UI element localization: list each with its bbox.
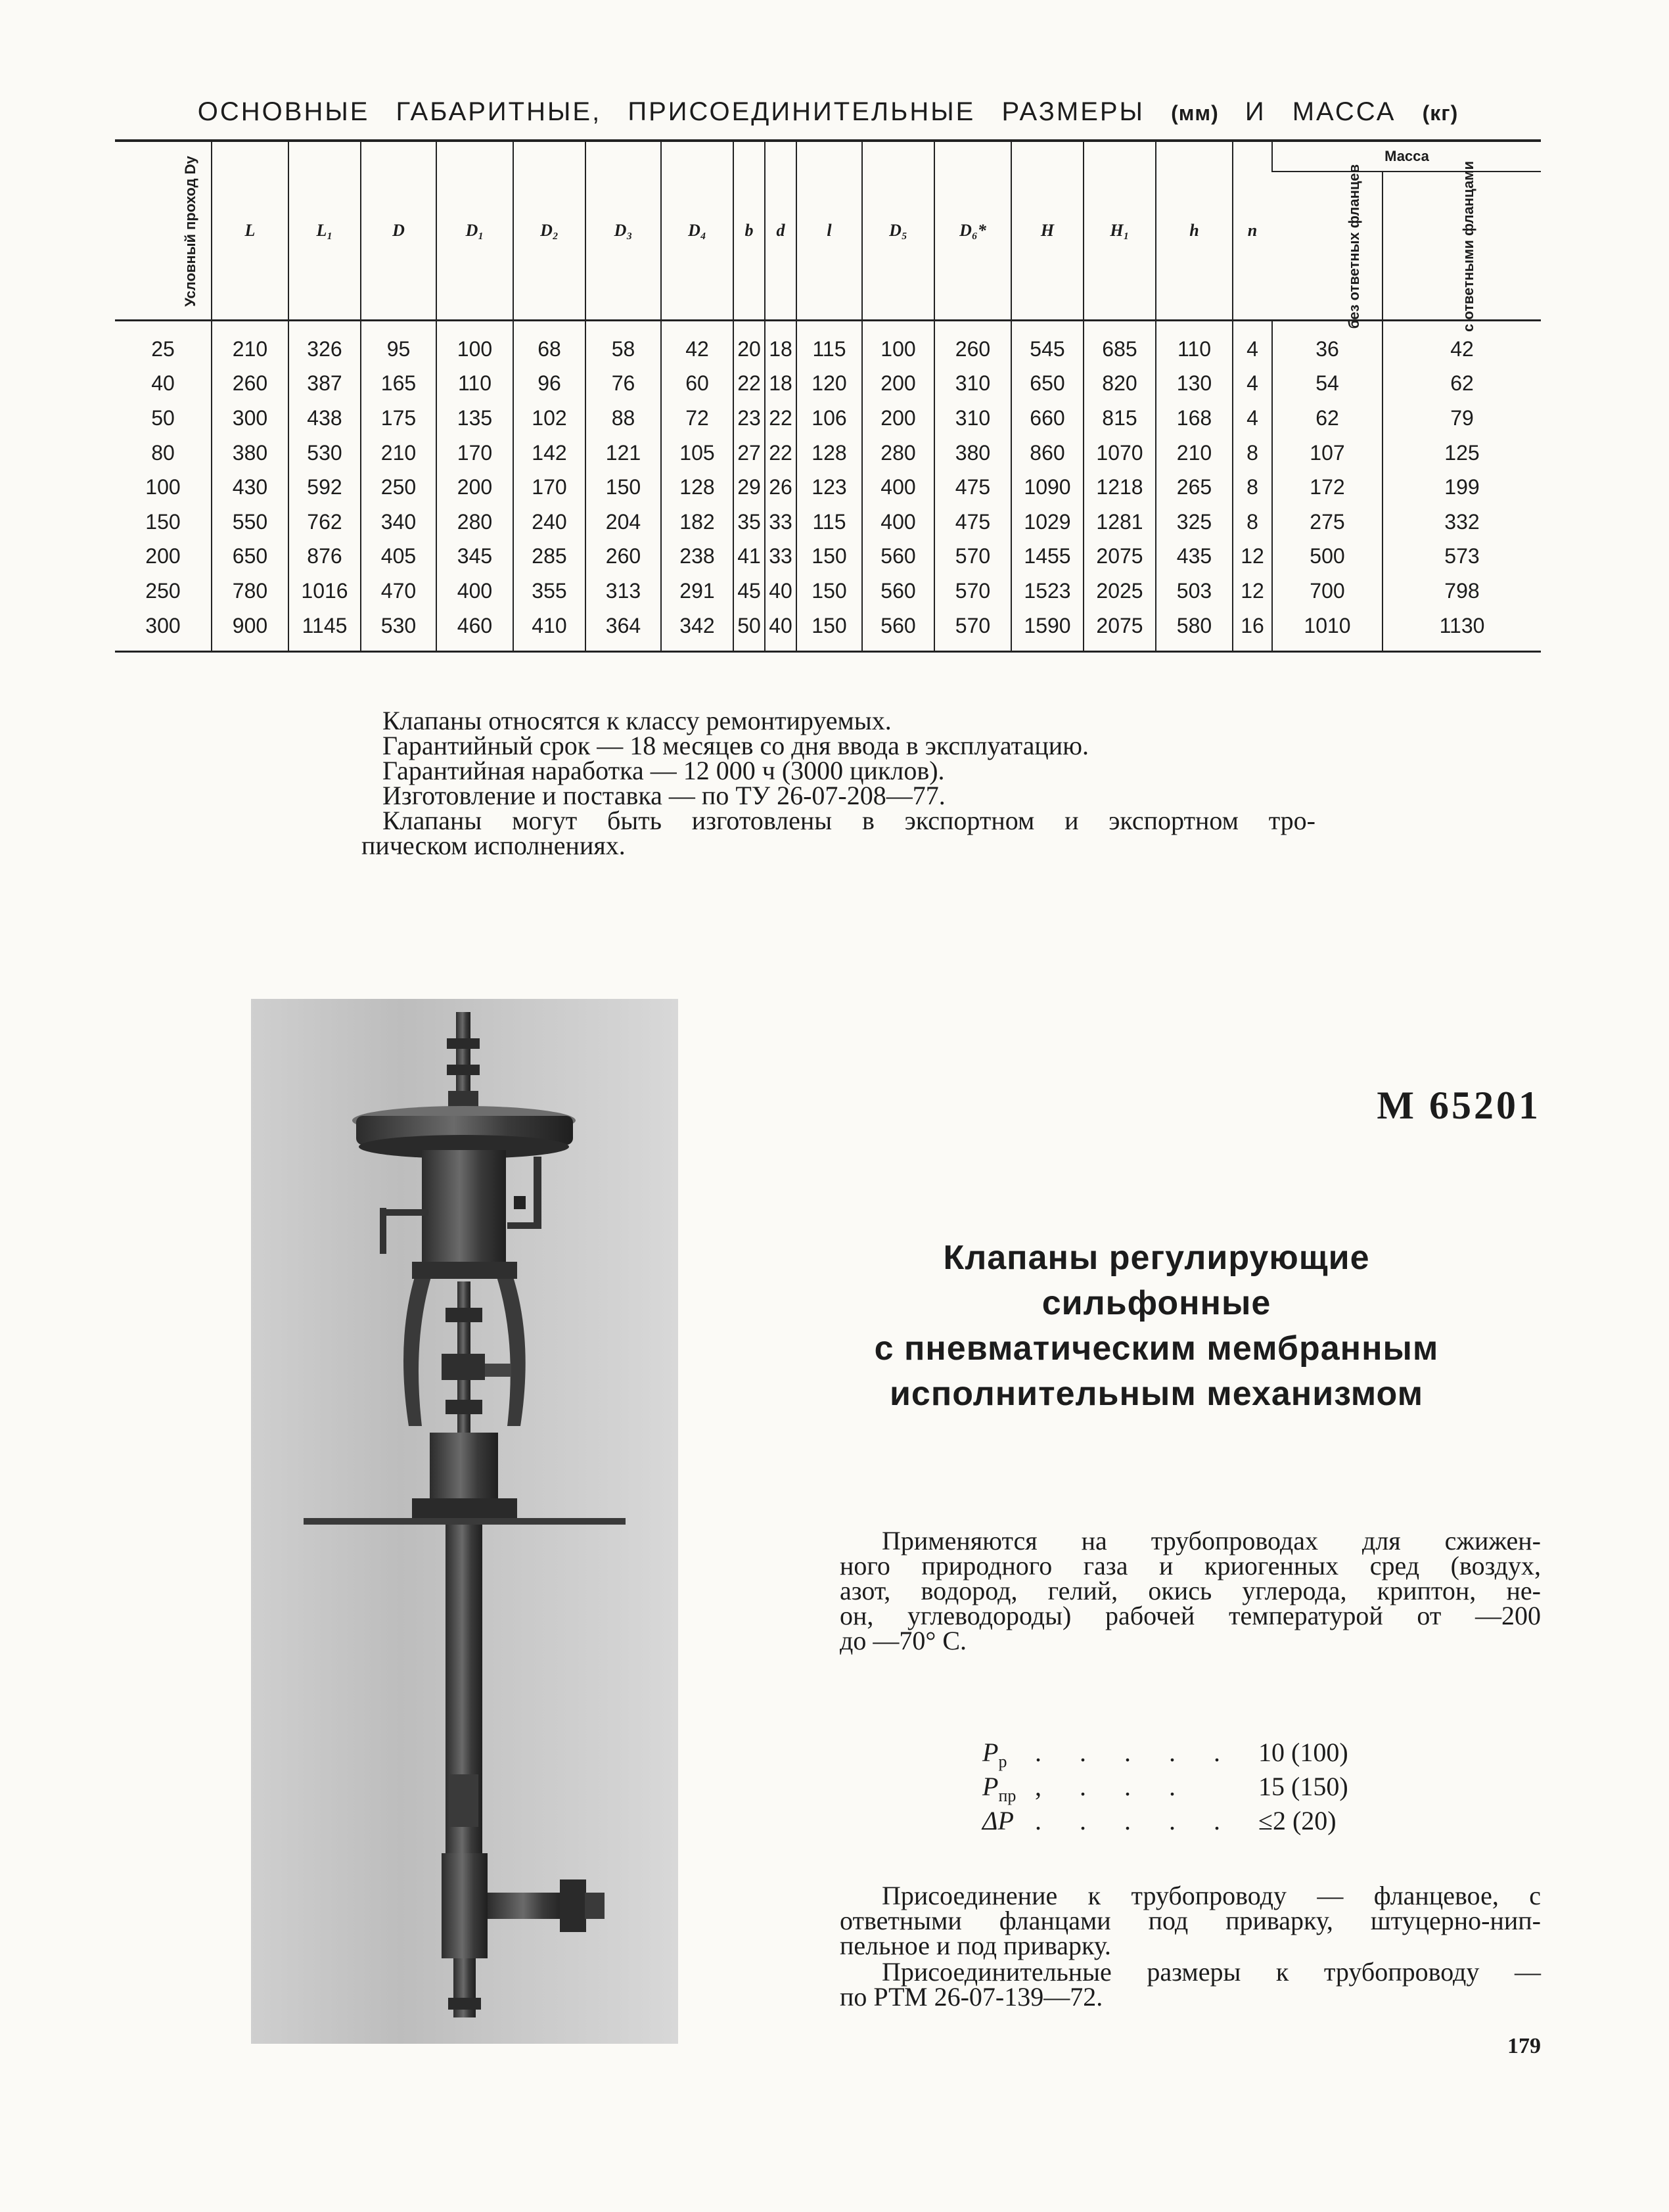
table-cell: 405 bbox=[361, 540, 436, 574]
table-cell: 60 bbox=[661, 367, 733, 402]
table-cell: 100 bbox=[436, 321, 513, 367]
table-cell: 400 bbox=[862, 505, 934, 540]
table-cell: 72 bbox=[661, 401, 733, 436]
table-cell: 876 bbox=[288, 540, 361, 574]
table-cell: 22 bbox=[765, 401, 796, 436]
table-cell: 280 bbox=[862, 436, 934, 471]
table-cell: 88 bbox=[585, 401, 661, 436]
table-cell: 62 bbox=[1383, 367, 1541, 402]
table-row bbox=[115, 321, 1541, 367]
table-row bbox=[115, 470, 1541, 505]
table-cell: 4 bbox=[1233, 321, 1272, 367]
table-cell: 95 bbox=[361, 321, 436, 367]
table-cell: 762 bbox=[288, 505, 361, 540]
table-cell: 285 bbox=[513, 540, 585, 574]
table-cell: 380 bbox=[934, 436, 1011, 471]
table-cell: 355 bbox=[513, 574, 585, 609]
note-line: Изготовление и поставка — по ТУ 26-07-208—77. bbox=[382, 781, 946, 810]
table-cell: 102 bbox=[513, 401, 585, 436]
table-cell: 326 bbox=[288, 321, 361, 367]
table-cell: 100 bbox=[862, 321, 934, 367]
table-cell: 260 bbox=[585, 540, 661, 574]
table-cell: 387 bbox=[288, 367, 361, 402]
caption-text: ОСНОВНЫЕ ГАБАРИТНЫЕ, ПРИСОЕДИНИТЕЛЬНЫЕ РАЗМЕРЫ bbox=[197, 97, 1145, 126]
table-cell: 125 bbox=[1383, 436, 1541, 471]
table-cell: 815 bbox=[1084, 401, 1156, 436]
table-cell: 42 bbox=[1383, 321, 1541, 367]
table-cell: 650 bbox=[212, 540, 288, 574]
table-cell: 1016 bbox=[288, 574, 361, 609]
table-cell: 150 bbox=[796, 574, 862, 609]
table-cell: 200 bbox=[862, 367, 934, 402]
table-cell: 40 bbox=[765, 609, 796, 652]
table-cell: 76 bbox=[585, 367, 661, 402]
table-row bbox=[115, 574, 1541, 609]
header-col: D bbox=[361, 141, 436, 321]
table-cell: 40 bbox=[765, 574, 796, 609]
table-cell: 798 bbox=[1383, 574, 1541, 609]
table-cell: 41 bbox=[733, 540, 765, 574]
parameter-row bbox=[982, 1774, 1416, 1809]
table-cell: 54 bbox=[1272, 367, 1383, 402]
table-cell: 27 bbox=[733, 436, 765, 471]
cell-nominal-diameter: 80 bbox=[151, 440, 175, 465]
text-line: ответными фланцами под приварку, штуцерно-нип- bbox=[840, 1906, 1541, 1935]
table-cell: 573 bbox=[1383, 540, 1541, 574]
table-caption bbox=[118, 97, 1538, 127]
table-cell: 340 bbox=[361, 505, 436, 540]
text-line: Применяются на трубопроводах для сжижен- bbox=[882, 1526, 1541, 1555]
valve-illustration bbox=[251, 999, 678, 2044]
table-cell: 135 bbox=[436, 401, 513, 436]
caption-unit-kg: (кг) bbox=[1422, 101, 1459, 125]
table-cell: 2075 bbox=[1084, 540, 1156, 574]
table-cell: 470 bbox=[361, 574, 436, 609]
text-line: Присоединительные размеры к трубопроводу — bbox=[882, 1957, 1541, 1987]
table-cell: 105 bbox=[661, 436, 733, 471]
table-cell: 238 bbox=[661, 540, 733, 574]
dimensions-table bbox=[115, 139, 1541, 653]
table-cell: 435 bbox=[1156, 540, 1233, 574]
table-cell: 570 bbox=[934, 609, 1011, 652]
table-cell: 8 bbox=[1233, 470, 1272, 505]
table-cell: 660 bbox=[1011, 401, 1084, 436]
parameter-symbol-subscript: пр bbox=[998, 1786, 1017, 1805]
header-col: b bbox=[733, 141, 765, 321]
table-cell: 260 bbox=[934, 321, 1011, 367]
header-col: d bbox=[765, 141, 796, 321]
title-line: Клапаны регулирующие bbox=[943, 1239, 1370, 1277]
table-cell: 400 bbox=[436, 574, 513, 609]
table-cell: 460 bbox=[436, 609, 513, 652]
leader-dots: . . . . . bbox=[1035, 1738, 1236, 1767]
text-line: он, углеводороды) рабочей температурой от —200 bbox=[840, 1601, 1541, 1630]
table-cell: 342 bbox=[661, 609, 733, 652]
table-cell: 128 bbox=[796, 436, 862, 471]
title-line: исполнительным механизмом bbox=[889, 1375, 1424, 1413]
table-row bbox=[115, 367, 1541, 402]
table-cell: 1281 bbox=[1084, 505, 1156, 540]
table-cell: 22 bbox=[765, 436, 796, 471]
table-cell: 503 bbox=[1156, 574, 1233, 609]
header-col: D₂ bbox=[513, 141, 585, 321]
page-number: 179 bbox=[1507, 2034, 1541, 2058]
table-cell: 36 bbox=[1272, 321, 1383, 367]
parameters-list bbox=[982, 1740, 1416, 1843]
table-cell: 280 bbox=[436, 505, 513, 540]
table-cell: 2025 bbox=[1084, 574, 1156, 609]
table-cell: 123 bbox=[796, 470, 862, 505]
table-cell: 142 bbox=[513, 436, 585, 471]
table-cell: 700 bbox=[1272, 574, 1383, 609]
table-cell: 240 bbox=[513, 505, 585, 540]
table-cell: 107 bbox=[1272, 436, 1383, 471]
table-cell: 26 bbox=[765, 470, 796, 505]
header-col: D₅ bbox=[862, 141, 934, 321]
header-col: n bbox=[1233, 141, 1272, 321]
header-col: D₁ bbox=[436, 141, 513, 321]
table-cell: 530 bbox=[288, 436, 361, 471]
header-col: L bbox=[212, 141, 288, 321]
header-mass: Масса bbox=[1272, 141, 1541, 172]
table-cell: 530 bbox=[361, 609, 436, 652]
note-line: Клапаны могут быть изготовлены в экспортном и экспортном тро- bbox=[382, 806, 1315, 835]
table-body bbox=[115, 321, 1541, 652]
table-cell: 168 bbox=[1156, 401, 1233, 436]
table-cell: 410 bbox=[513, 609, 585, 652]
cell-nominal-diameter: 150 bbox=[145, 509, 181, 534]
header-col: H bbox=[1011, 141, 1084, 321]
table-cell: 29 bbox=[733, 470, 765, 505]
table-cell: 260 bbox=[212, 367, 288, 402]
table-cell: 310 bbox=[934, 367, 1011, 402]
table-cell: 1090 bbox=[1011, 470, 1084, 505]
table-cell: 8 bbox=[1233, 505, 1272, 540]
table-cell: 1010 bbox=[1272, 609, 1383, 652]
table-cell: 172 bbox=[1272, 470, 1383, 505]
table-cell: 12 bbox=[1233, 540, 1272, 574]
cell-nominal-diameter: 300 bbox=[115, 609, 212, 652]
table-cell: 430 bbox=[212, 470, 288, 505]
notes-block bbox=[361, 706, 1315, 860]
table-cell: 780 bbox=[212, 574, 288, 609]
cell-nominal-diameter: 100 bbox=[145, 475, 181, 499]
connection-paragraph bbox=[840, 1883, 1541, 1958]
leader-dots: , . . . bbox=[1035, 1772, 1191, 1801]
table-cell: 313 bbox=[585, 574, 661, 609]
cell-nominal-diameter: 50 bbox=[151, 405, 175, 430]
header-col: D₃ bbox=[585, 141, 661, 321]
table-cell: 475 bbox=[934, 470, 1011, 505]
parameter-symbol-letter: P bbox=[982, 1738, 999, 1767]
product-title bbox=[789, 1235, 1524, 1417]
parameter-value: ≤2 (20) bbox=[1258, 1806, 1337, 1835]
table-cell: 2075 bbox=[1084, 609, 1156, 652]
table-cell: 291 bbox=[661, 574, 733, 609]
header-mass-without-flanges: без ответных фланцев bbox=[1272, 172, 1383, 320]
table-cell: 210 bbox=[361, 436, 436, 471]
table-cell: 1523 bbox=[1011, 574, 1084, 609]
text-line: по РТМ 26-07-139—72. bbox=[840, 1982, 1103, 2012]
table-cell: 210 bbox=[212, 321, 288, 367]
table-cell: 4 bbox=[1233, 367, 1272, 402]
table-cell: 110 bbox=[436, 367, 513, 402]
parameter-row bbox=[982, 1806, 1416, 1843]
table-cell: 42 bbox=[661, 321, 733, 367]
table-cell: 310 bbox=[934, 401, 1011, 436]
table-cell: 45 bbox=[733, 574, 765, 609]
header-col: h bbox=[1156, 141, 1233, 321]
table-cell: 204 bbox=[585, 505, 661, 540]
table-row bbox=[115, 609, 1541, 652]
table-cell: 1145 bbox=[288, 609, 361, 652]
valve-photo bbox=[251, 999, 678, 2044]
table-cell: 170 bbox=[513, 470, 585, 505]
parameter-symbol bbox=[982, 1806, 1035, 1843]
text-line: Присоединение к трубопроводу — фланцевое, с bbox=[882, 1881, 1541, 1910]
table-cell: 20 bbox=[733, 321, 765, 367]
table-cell: 400 bbox=[862, 470, 934, 505]
header-col: L₁ bbox=[288, 141, 361, 321]
table-cell: 4 bbox=[1233, 401, 1272, 436]
table-cell: 475 bbox=[934, 505, 1011, 540]
table-cell: 1029 bbox=[1011, 505, 1084, 540]
cell-nominal-diameter: 250 bbox=[145, 578, 181, 603]
parameter-symbol bbox=[982, 1740, 1035, 1774]
cell-nominal-diameter: 40 bbox=[151, 371, 175, 396]
title-line: с пневматическим мембранным bbox=[874, 1329, 1439, 1368]
table-cell: 115 bbox=[796, 321, 862, 367]
table-cell: 592 bbox=[288, 470, 361, 505]
table-cell: 860 bbox=[1011, 436, 1084, 471]
table-cell: 33 bbox=[765, 540, 796, 574]
table-cell: 62 bbox=[1272, 401, 1383, 436]
table-cell: 300 bbox=[212, 401, 288, 436]
leader-dots: . . . . . bbox=[1035, 1806, 1236, 1835]
table-cell: 820 bbox=[1084, 367, 1156, 402]
connection-dims-paragraph bbox=[840, 1957, 1541, 2012]
parameter-value: 15 (150) bbox=[1258, 1772, 1348, 1801]
note-line: Гарантийная наработка — 12 000 ч (3000 циклов). bbox=[382, 756, 945, 785]
note-line: Клапаны относятся к классу ремонтируемых. bbox=[382, 706, 892, 735]
table-cell: 16 bbox=[1233, 609, 1272, 652]
table-cell: 35 bbox=[733, 505, 765, 540]
table-row bbox=[115, 540, 1541, 574]
table-cell: 250 bbox=[361, 470, 436, 505]
table-cell: 200 bbox=[436, 470, 513, 505]
table-cell: 570 bbox=[934, 574, 1011, 609]
table-cell: 364 bbox=[585, 609, 661, 652]
table-cell: 210 bbox=[1156, 436, 1233, 471]
table-cell: 332 bbox=[1383, 505, 1541, 540]
table-cell: 130 bbox=[1156, 367, 1233, 402]
table-cell: 325 bbox=[1156, 505, 1233, 540]
table-cell: 18 bbox=[765, 367, 796, 402]
table-cell: 58 bbox=[585, 321, 661, 367]
table-cell: 1070 bbox=[1084, 436, 1156, 471]
table-cell: 121 bbox=[585, 436, 661, 471]
header-nominal-diameter: Условный проход Dу bbox=[115, 141, 212, 321]
table-cell: 685 bbox=[1084, 321, 1156, 367]
cell-nominal-diameter: 25 bbox=[151, 336, 175, 361]
table-row bbox=[115, 401, 1541, 436]
table-cell: 560 bbox=[862, 574, 934, 609]
table-cell: 265 bbox=[1156, 470, 1233, 505]
dimensions-table-wrapper bbox=[115, 139, 1541, 653]
header-col: l bbox=[796, 141, 862, 321]
parameter-symbol-letter: ΔP bbox=[982, 1806, 1014, 1835]
table-cell: 120 bbox=[796, 367, 862, 402]
parameter-symbol bbox=[982, 1774, 1035, 1809]
header-col: D₄ bbox=[661, 141, 733, 321]
header-col: H₁ bbox=[1084, 141, 1156, 321]
note-line: Гарантийный срок — 18 месяцев со дня ввода в эксплуатацию. bbox=[382, 731, 1089, 760]
table-cell: 50 bbox=[733, 609, 765, 652]
table-cell: 550 bbox=[212, 505, 288, 540]
table-cell: 1455 bbox=[1011, 540, 1084, 574]
table-cell: 1130 bbox=[1383, 609, 1541, 652]
table-cell: 165 bbox=[361, 367, 436, 402]
table-cell: 560 bbox=[862, 609, 934, 652]
header-mass-with-flanges: с ответными фланцами bbox=[1383, 172, 1541, 320]
table-cell: 650 bbox=[1011, 367, 1084, 402]
table-cell: 1590 bbox=[1011, 609, 1084, 652]
table-row bbox=[115, 436, 1541, 471]
parameter-symbol-letter: P bbox=[982, 1772, 999, 1801]
table-cell: 8 bbox=[1233, 436, 1272, 471]
table-cell: 79 bbox=[1383, 401, 1541, 436]
table-cell: 199 bbox=[1383, 470, 1541, 505]
table-cell: 96 bbox=[513, 367, 585, 402]
caption-unit-mm: (мм) bbox=[1171, 101, 1219, 125]
table-cell: 560 bbox=[862, 540, 934, 574]
table-cell: 1218 bbox=[1084, 470, 1156, 505]
table-cell: 900 bbox=[212, 609, 288, 652]
table-row bbox=[115, 505, 1541, 540]
table-cell: 438 bbox=[288, 401, 361, 436]
caption-and-mass: И МАССА bbox=[1245, 97, 1396, 126]
table-cell: 33 bbox=[765, 505, 796, 540]
table-cell: 12 bbox=[1233, 574, 1272, 609]
table-cell: 345 bbox=[436, 540, 513, 574]
table-cell: 23 bbox=[733, 401, 765, 436]
text-line: азот, водород, гелий, окись углерода, криптон, не- bbox=[840, 1576, 1541, 1605]
table-cell: 570 bbox=[934, 540, 1011, 574]
text-line: до —70° С. bbox=[840, 1626, 967, 1655]
table-cell: 200 bbox=[862, 401, 934, 436]
table-cell: 170 bbox=[436, 436, 513, 471]
table-cell: 275 bbox=[1272, 505, 1383, 540]
parameter-symbol-subscript: р bbox=[998, 1752, 1007, 1771]
note-line: пическом исполнениях. bbox=[361, 831, 626, 860]
application-paragraph bbox=[840, 1526, 1541, 1655]
header-col: D₆* bbox=[934, 141, 1011, 321]
table-cell: 580 bbox=[1156, 609, 1233, 652]
table-cell: 150 bbox=[585, 470, 661, 505]
text-line: ного природного газа и криогенных сред (воздух, bbox=[840, 1551, 1541, 1580]
cell-nominal-diameter: 200 bbox=[145, 544, 181, 568]
table-cell: 18 bbox=[765, 321, 796, 367]
table-cell: 106 bbox=[796, 401, 862, 436]
text-line: пельное и под приварку. bbox=[840, 1931, 1111, 1960]
title-line: сильфонные bbox=[1041, 1284, 1271, 1322]
model-number: М 65201 bbox=[1377, 1084, 1541, 1127]
table-cell: 110 bbox=[1156, 321, 1233, 367]
table-cell: 22 bbox=[733, 367, 765, 402]
table-cell: 380 bbox=[212, 436, 288, 471]
parameter-row bbox=[982, 1740, 1416, 1774]
table-cell: 115 bbox=[796, 505, 862, 540]
table-cell: 182 bbox=[661, 505, 733, 540]
table-cell: 150 bbox=[796, 540, 862, 574]
table-cell: 128 bbox=[661, 470, 733, 505]
table-cell: 150 bbox=[796, 609, 862, 652]
table-cell: 175 bbox=[361, 401, 436, 436]
table-cell: 500 bbox=[1272, 540, 1383, 574]
table-cell: 545 bbox=[1011, 321, 1084, 367]
table-cell: 68 bbox=[513, 321, 585, 367]
parameter-value: 10 (100) bbox=[1258, 1738, 1348, 1767]
